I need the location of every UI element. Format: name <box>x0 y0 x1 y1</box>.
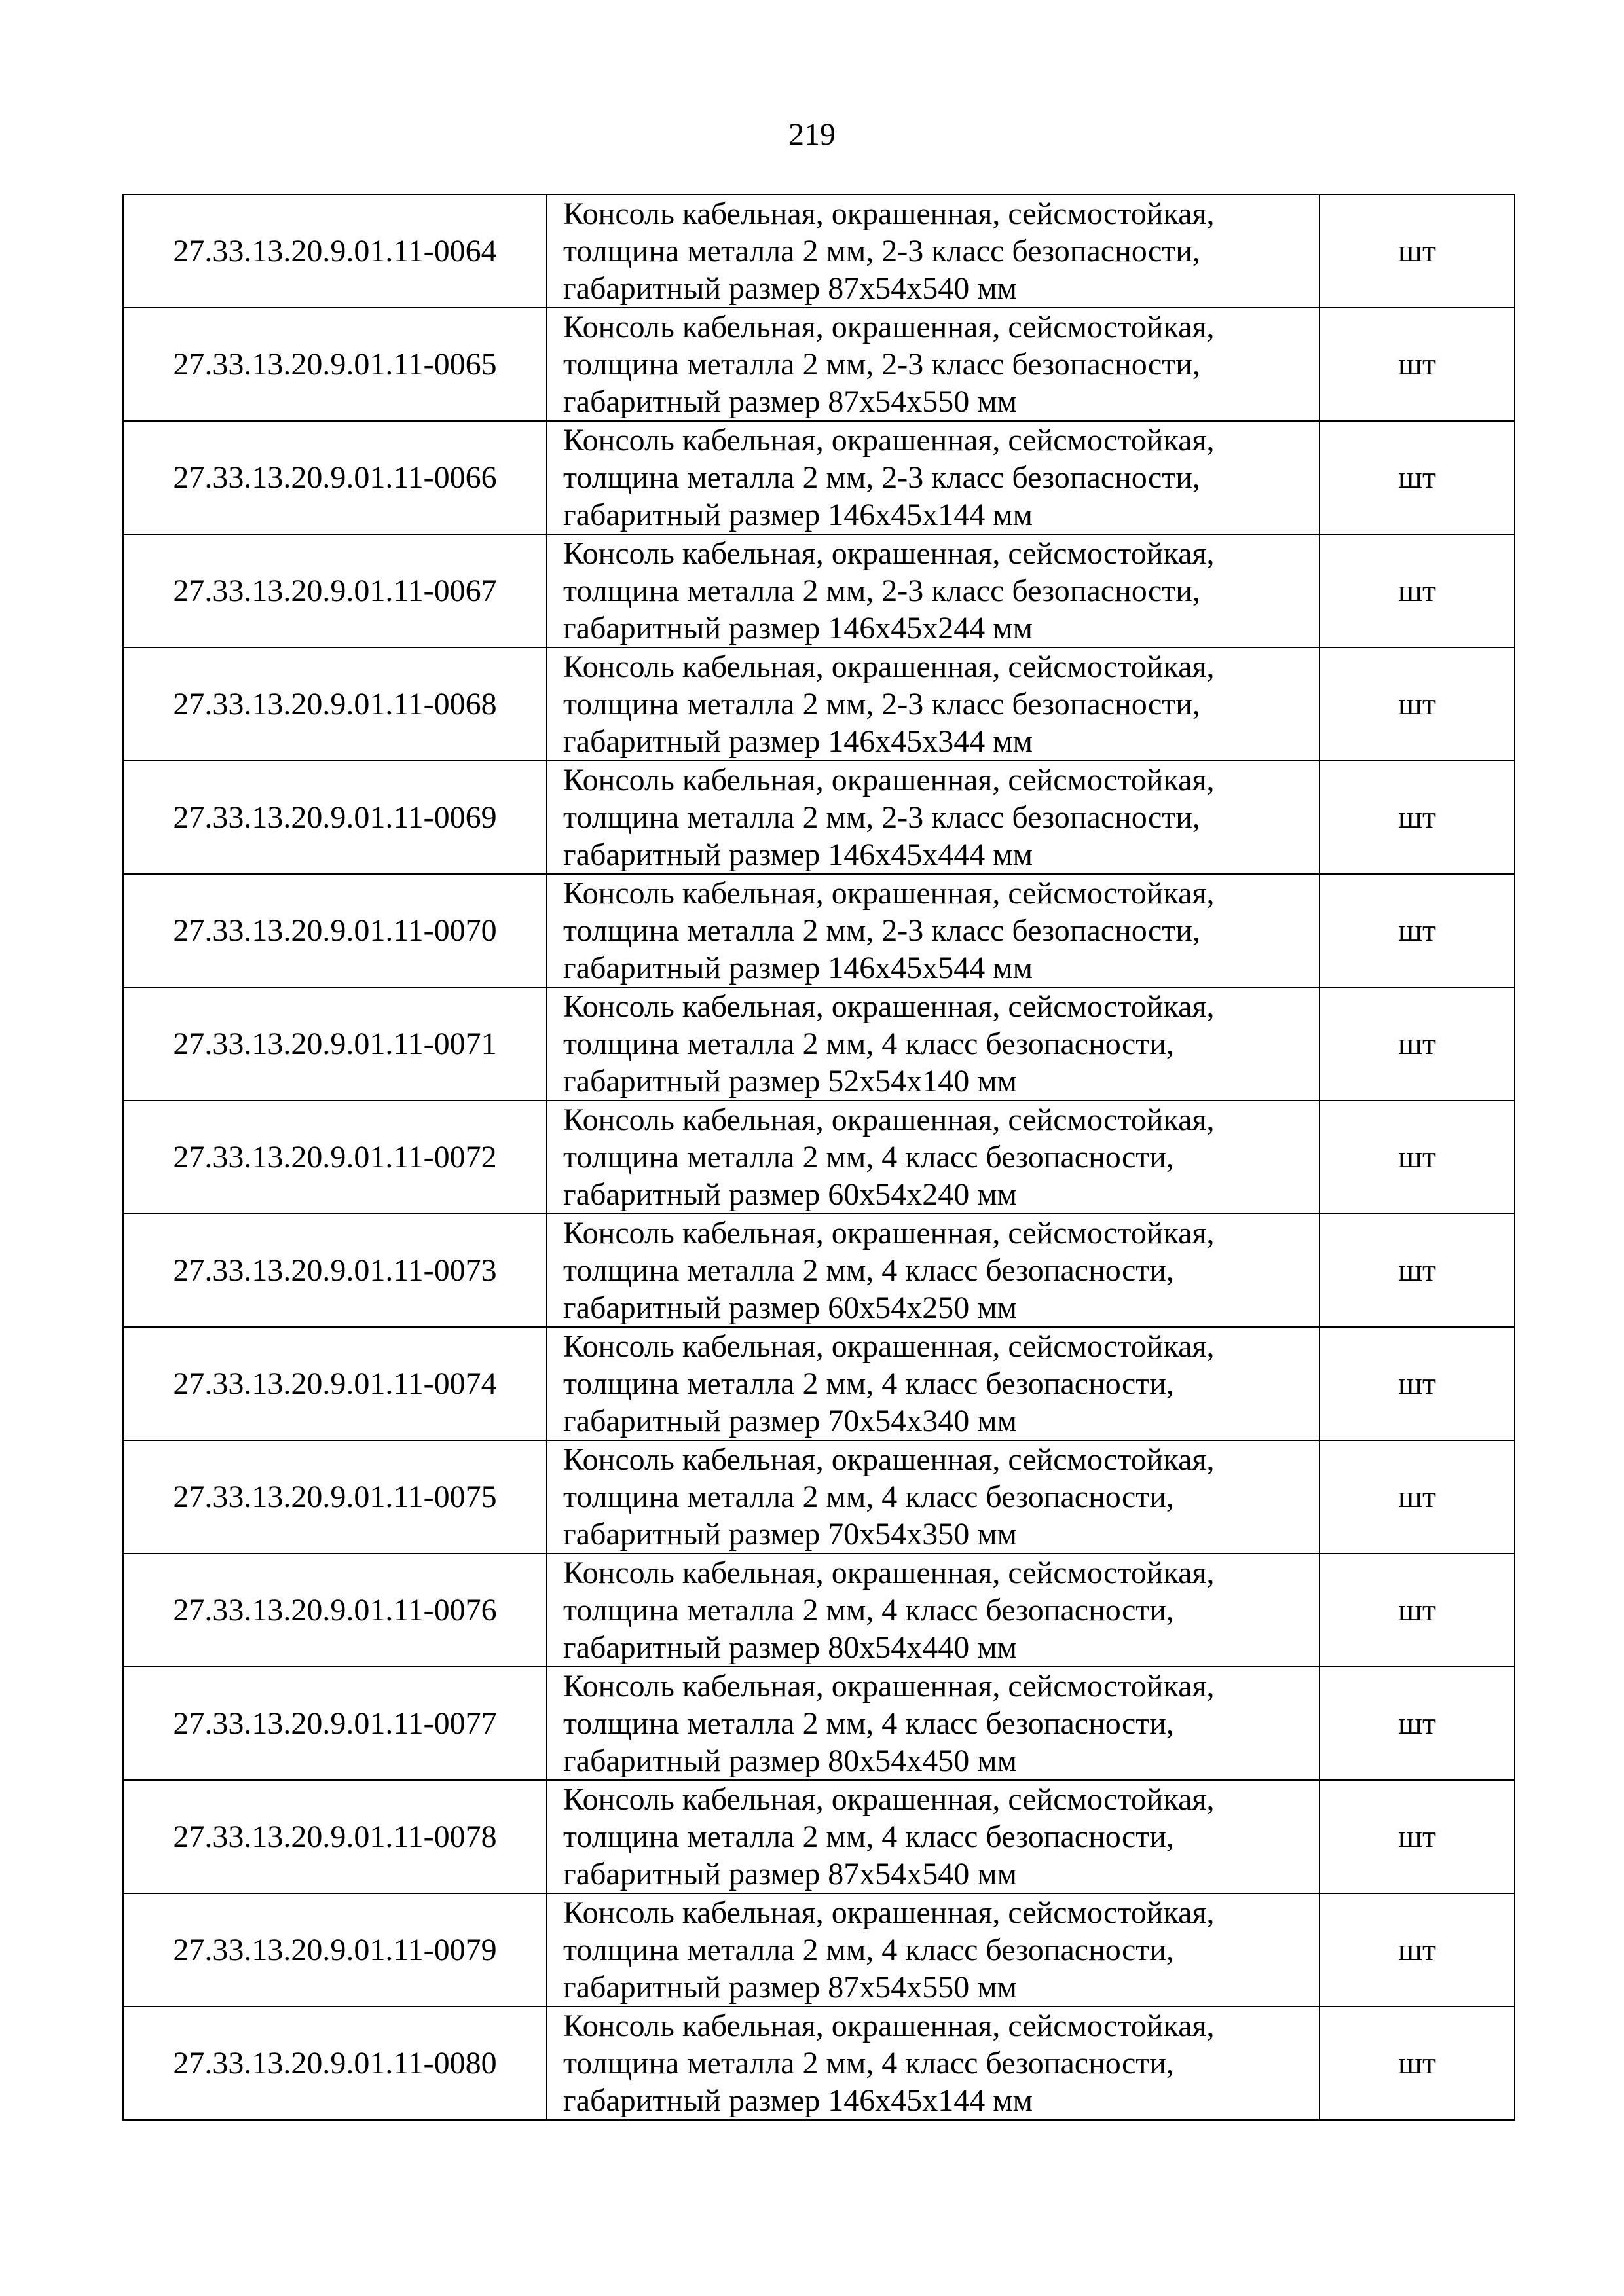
item-code: 27.33.13.20.9.01.11-0065 <box>123 308 547 421</box>
item-unit: шт <box>1320 874 1515 987</box>
table-row <box>123 421 1515 534</box>
item-description <box>547 1780 1320 1893</box>
item-code: 27.33.13.20.9.01.11-0067 <box>123 534 547 647</box>
item-code: 27.33.13.20.9.01.11-0075 <box>123 1440 547 1554</box>
item-description-line: габаритный размер 87х54х550 мм <box>563 1970 1018 2005</box>
item-code: 27.33.13.20.9.01.11-0079 <box>123 1893 547 2007</box>
item-code: 27.33.13.20.9.01.11-0068 <box>123 647 547 761</box>
item-description-line: толщина металла 2 мм, 4 класс безопасности, <box>563 1027 1174 1061</box>
item-description-line: Консоль кабельная, окрашенная, сейсмостойкая, <box>563 989 1215 1024</box>
item-description-line: толщина металла 2 мм, 4 класс безопасности, <box>563 1253 1174 1288</box>
item-description <box>547 2007 1320 2120</box>
item-description-line: габаритный размер 80х54х440 мм <box>563 1630 1018 1665</box>
item-description-line: Консоль кабельная, окрашенная, сейсмостойкая, <box>563 310 1215 344</box>
item-unit: шт <box>1320 1780 1515 1893</box>
table-row <box>123 1780 1515 1893</box>
item-description-line: габаритный размер 70х54х340 мм <box>563 1404 1018 1438</box>
item-unit: шт <box>1320 987 1515 1101</box>
item-code: 27.33.13.20.9.01.11-0071 <box>123 987 547 1101</box>
item-description-line: Консоль кабельная, окрашенная, сейсмостойкая, <box>563 1442 1215 1477</box>
item-description-line: Консоль кабельная, окрашенная, сейсмостойкая, <box>563 1216 1215 1250</box>
item-description <box>547 1554 1320 1667</box>
item-code: 27.33.13.20.9.01.11-0064 <box>123 194 547 308</box>
item-description <box>547 421 1320 534</box>
item-description-line: Консоль кабельная, окрашенная, сейсмостойкая, <box>563 649 1215 684</box>
item-code: 27.33.13.20.9.01.11-0076 <box>123 1554 547 1667</box>
item-description-line: Консоль кабельная, окрашенная, сейсмостойкая, <box>563 1329 1215 1364</box>
item-description-line: толщина металла 2 мм, 2-3 класс безопасности, <box>563 913 1200 948</box>
item-description-line: толщина металла 2 мм, 4 класс безопасности, <box>563 1933 1174 1967</box>
item-unit: шт <box>1320 1101 1515 1214</box>
table-row <box>123 987 1515 1101</box>
table-row <box>123 1893 1515 2007</box>
item-description-line: габаритный размер 146х45х544 мм <box>563 951 1033 985</box>
table-row <box>123 874 1515 987</box>
item-description-line: габаритный размер 60х54х240 мм <box>563 1177 1018 1212</box>
item-description-line: толщина металла 2 мм, 4 класс безопасности, <box>563 1593 1174 1628</box>
item-description-line: Консоль кабельная, окрашенная, сейсмостойкая, <box>563 196 1215 231</box>
table-row <box>123 1440 1515 1554</box>
item-unit: шт <box>1320 308 1515 421</box>
item-description <box>547 1440 1320 1554</box>
item-description-line: Консоль кабельная, окрашенная, сейсмостойкая, <box>563 423 1215 458</box>
item-description-line: габаритный размер 146х45х244 мм <box>563 611 1033 646</box>
item-description-line: толщина металла 2 мм, 4 класс безопасности, <box>563 1706 1174 1741</box>
item-description-line: габаритный размер 146х45х344 мм <box>563 724 1033 759</box>
item-description-line: габаритный размер 52х54х140 мм <box>563 1064 1018 1099</box>
item-code: 27.33.13.20.9.01.11-0069 <box>123 761 547 874</box>
item-description-line: толщина металла 2 мм, 4 класс безопасности, <box>563 1819 1174 1854</box>
item-code: 27.33.13.20.9.01.11-0078 <box>123 1780 547 1893</box>
item-description-line: Консоль кабельная, окрашенная, сейсмостойкая, <box>563 536 1215 571</box>
item-unit: шт <box>1320 1327 1515 1440</box>
table-row <box>123 1554 1515 1667</box>
item-description-line: Консоль кабельная, окрашенная, сейсмостойкая, <box>563 2009 1215 2043</box>
item-unit: шт <box>1320 1893 1515 2007</box>
item-description-line: толщина металла 2 мм, 2-3 класс безопасности, <box>563 347 1200 382</box>
item-code: 27.33.13.20.9.01.11-0080 <box>123 2007 547 2120</box>
item-description-line: Консоль кабельная, окрашенная, сейсмостойкая, <box>563 1669 1215 1704</box>
table-row <box>123 1667 1515 1780</box>
item-code: 27.33.13.20.9.01.11-0066 <box>123 421 547 534</box>
item-unit: шт <box>1320 647 1515 761</box>
item-description <box>547 1667 1320 1780</box>
item-description-line: габаритный размер 70х54х350 мм <box>563 1517 1018 1552</box>
table-row <box>123 761 1515 874</box>
table-row <box>123 308 1515 421</box>
items-table-body <box>123 194 1515 2120</box>
item-unit: шт <box>1320 421 1515 534</box>
item-description-line: толщина металла 2 мм, 4 класс безопасности, <box>563 2046 1174 2081</box>
item-description-line: Консоль кабельная, окрашенная, сейсмостойкая, <box>563 763 1215 797</box>
table-row <box>123 1101 1515 1214</box>
item-description <box>547 647 1320 761</box>
item-description-line: толщина металла 2 мм, 4 класс безопасности, <box>563 1140 1174 1175</box>
item-description <box>547 1327 1320 1440</box>
item-description-line: толщина металла 2 мм, 2-3 класс безопасности, <box>563 574 1200 608</box>
item-description-line: габаритный размер 60х54х250 мм <box>563 1290 1018 1325</box>
page-number: 219 <box>788 117 836 152</box>
item-code: 27.33.13.20.9.01.11-0072 <box>123 1101 547 1214</box>
item-code: 27.33.13.20.9.01.11-0073 <box>123 1214 547 1327</box>
item-description-line: габаритный размер 146х45х444 мм <box>563 837 1033 872</box>
item-unit: шт <box>1320 761 1515 874</box>
item-unit: шт <box>1320 194 1515 308</box>
item-description-line: Консоль кабельная, окрашенная, сейсмостойкая, <box>563 1895 1215 1930</box>
item-description-line: габаритный размер 87х54х540 мм <box>563 1857 1018 1891</box>
item-description-line: Консоль кабельная, окрашенная, сейсмостойкая, <box>563 1102 1215 1137</box>
item-unit: шт <box>1320 534 1515 647</box>
item-description <box>547 1893 1320 2007</box>
item-description <box>547 1101 1320 1214</box>
item-code: 27.33.13.20.9.01.11-0074 <box>123 1327 547 1440</box>
item-code: 27.33.13.20.9.01.11-0070 <box>123 874 547 987</box>
item-description-line: толщина металла 2 мм, 4 класс безопасности, <box>563 1366 1174 1401</box>
item-description-line: толщина металла 2 мм, 2-3 класс безопасности, <box>563 687 1200 721</box>
item-description-line: габаритный размер 146х45х144 мм <box>563 2083 1033 2118</box>
item-description-line: габаритный размер 87х54х550 мм <box>563 384 1018 419</box>
item-description <box>547 1214 1320 1327</box>
item-code: 27.33.13.20.9.01.11-0077 <box>123 1667 547 1780</box>
item-unit: шт <box>1320 1440 1515 1554</box>
item-unit: шт <box>1320 2007 1515 2120</box>
table-row <box>123 647 1515 761</box>
item-description-line: Консоль кабельная, окрашенная, сейсмостойкая, <box>563 1556 1215 1590</box>
item-description-line: толщина металла 2 мм, 2-3 класс безопасности, <box>563 800 1200 835</box>
item-unit: шт <box>1320 1214 1515 1327</box>
item-description-line: толщина металла 2 мм, 4 класс безопасности, <box>563 1480 1174 1514</box>
item-description-line: Консоль кабельная, окрашенная, сейсмостойкая, <box>563 876 1215 911</box>
item-description-line: габаритный размер 80х54х450 мм <box>563 1743 1018 1778</box>
table-row <box>123 1214 1515 1327</box>
item-description-line: габаритный размер 146х45х144 мм <box>563 498 1033 532</box>
item-description <box>547 308 1320 421</box>
table-row <box>123 194 1515 308</box>
item-description <box>547 534 1320 647</box>
item-unit: шт <box>1320 1667 1515 1780</box>
item-description-line: Консоль кабельная, окрашенная, сейсмостойкая, <box>563 1782 1215 1817</box>
item-description-line: габаритный размер 87х54х540 мм <box>563 271 1018 306</box>
items-table <box>122 194 1515 2121</box>
item-description-line: толщина металла 2 мм, 2-3 класс безопасности, <box>563 460 1200 495</box>
table-row <box>123 2007 1515 2120</box>
item-unit: шт <box>1320 1554 1515 1667</box>
item-description <box>547 987 1320 1101</box>
item-description-line: толщина металла 2 мм, 2-3 класс безопасности, <box>563 234 1200 268</box>
item-description <box>547 874 1320 987</box>
item-description <box>547 194 1320 308</box>
table-row <box>123 1327 1515 1440</box>
table-row <box>123 534 1515 647</box>
item-description <box>547 761 1320 874</box>
